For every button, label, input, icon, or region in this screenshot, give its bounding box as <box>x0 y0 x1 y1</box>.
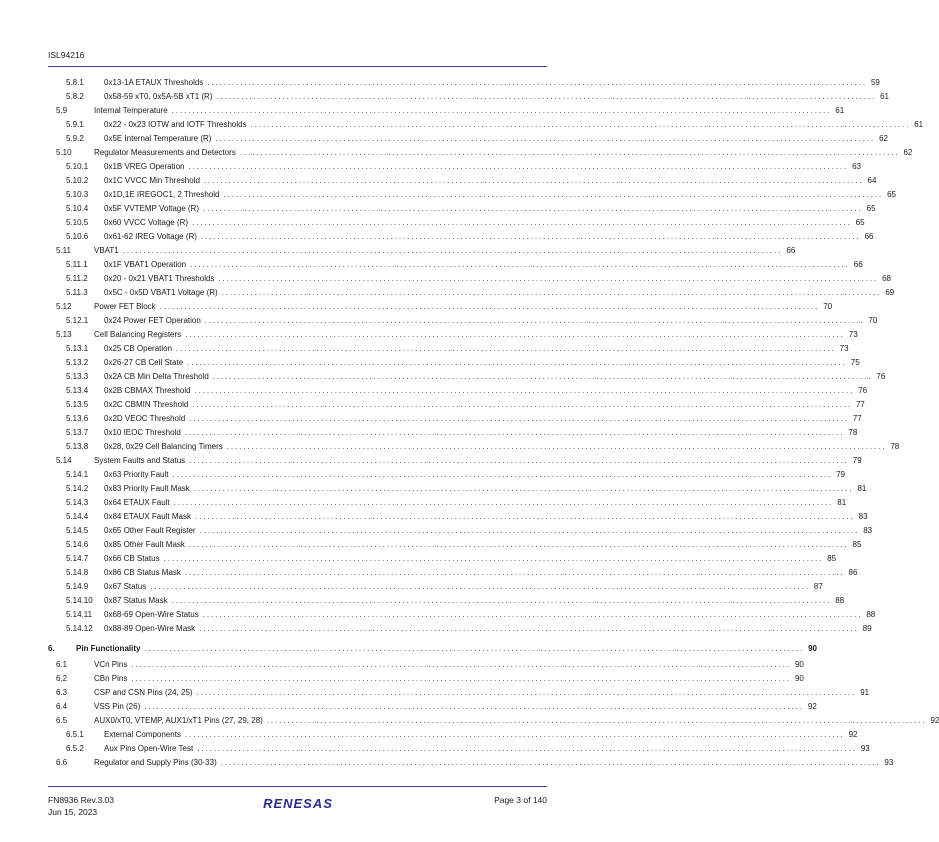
toc-entry-title: CBn Pins <box>94 674 128 683</box>
toc-leader-dots: ................................................................................................................................................................ <box>188 162 849 171</box>
toc-entry-title: 0x85 Other Fault Mask <box>104 540 185 549</box>
toc-entry[interactable] <box>48 342 849 356</box>
toc-entry-title: VBAT1 <box>94 246 119 255</box>
toc-entry[interactable] <box>48 594 845 608</box>
toc-entry-title: 0x25 CB Operation <box>104 344 173 353</box>
toc-entry-page: 87 <box>813 582 823 591</box>
toc-entry-number: 5.14.7 <box>66 554 89 563</box>
toc-entry-page: 65 <box>866 204 876 213</box>
toc-entry-title: 0x20 - 0x21 VBAT1 Thresholds <box>104 274 215 283</box>
toc-entry-page: 89 <box>862 624 872 633</box>
toc-entry-title: 0x28, 0x29 Cell Balancing Timers <box>104 442 223 451</box>
toc-entry-title: 0x83 Priority Fault Mask <box>104 484 190 493</box>
toc-entry-title: 0x1B VREG Operation <box>104 162 185 171</box>
toc-entry-title: VSS Pin (26) <box>94 702 141 711</box>
toc-entry[interactable] <box>48 622 872 636</box>
table-of-contents <box>48 76 939 770</box>
toc-leader-dots: ................................................................................................................................................................ <box>197 744 857 753</box>
toc-entry[interactable] <box>48 90 890 104</box>
toc-entry-page: 79 <box>836 470 845 479</box>
toc-entry-title: 0x63 Priority Fault <box>104 470 169 479</box>
toc-entry[interactable] <box>48 370 886 384</box>
toc-entry-page: 66 <box>864 232 874 241</box>
toc-entry-number: 5.10.4 <box>66 204 89 213</box>
toc-entry-number: 5.10.3 <box>66 190 89 199</box>
toc-entry[interactable] <box>48 728 858 742</box>
toc-leader-dots: ................................................................................................................................................................ <box>187 358 847 367</box>
toc-entry[interactable] <box>48 552 837 566</box>
toc-entry-page: 91 <box>860 688 870 697</box>
toc-entry[interactable] <box>48 104 845 118</box>
toc-leader-dots: ................................................................................................................................................................ <box>216 92 877 101</box>
toc-entry[interactable] <box>48 566 858 580</box>
footer-rule <box>48 786 547 787</box>
toc-leader-dots: ................................................................................................................................................................ <box>190 260 850 269</box>
footer-page-number: Page 3 of 140 <box>494 795 547 805</box>
toc-leader-dots: ................................................................................................................................................................ <box>131 674 791 683</box>
toc-leader-dots: ................................................................................................................................................................ <box>221 288 882 297</box>
toc-entry-number: 5.14.8 <box>66 568 89 577</box>
toc-entry-number: 5.13.3 <box>66 372 89 381</box>
toc-entry-page: 86 <box>848 568 858 577</box>
toc-entry[interactable] <box>48 482 867 496</box>
toc-leader-dots: ................................................................................................................................................................ <box>131 660 791 669</box>
toc-entry[interactable] <box>48 230 874 244</box>
toc-entry-page: 61 <box>880 92 890 101</box>
toc-entry-number: 5.14.2 <box>66 484 89 493</box>
toc-entry-title: 0x68-69 Open-Wire Status <box>104 610 199 619</box>
toc-entry[interactable] <box>48 608 876 622</box>
toc-leader-dots: ................................................................................................................................................................ <box>184 568 845 577</box>
toc-entry-number: 6.5.1 <box>66 730 84 739</box>
toc-entry-page: 76 <box>858 386 868 395</box>
toc-entry-number: 5.10.5 <box>66 218 89 227</box>
toc-entry[interactable] <box>48 454 862 468</box>
toc-entry-page: 76 <box>876 372 886 381</box>
toc-entry-number: 5.14.3 <box>66 498 89 507</box>
toc-leader-dots: ................................................................................................................................................................ <box>223 190 884 199</box>
toc-entry-title: Internal Temperature <box>94 106 168 115</box>
toc-entry-number: 5.11 <box>56 246 71 255</box>
toc-entry-number: 5.14.5 <box>66 526 89 535</box>
toc-entry-page: 81 <box>857 484 867 493</box>
toc-leader-dots: ................................................................................................................................................................ <box>220 758 881 767</box>
toc-entry-page: 59 <box>870 78 880 87</box>
toc-leader-dots: ................................................................................................................................................................ <box>200 232 861 241</box>
toc-entry[interactable] <box>48 496 847 510</box>
toc-entry-title: 0x65 Other Fault Register <box>104 526 196 535</box>
toc-entry[interactable] <box>48 510 868 524</box>
toc-leader-dots: ................................................................................................................................................................ <box>194 386 855 395</box>
toc-entry[interactable] <box>48 384 868 398</box>
toc-entry-page: 83 <box>858 512 868 521</box>
toc-leader-dots: ................................................................................................................................................................ <box>150 582 810 591</box>
doc-number: FN8936 Rev.3.03 <box>48 795 114 805</box>
toc-entry[interactable] <box>48 426 858 440</box>
toc-entry-page: 65 <box>855 218 865 227</box>
toc-entry-number: 5.11.2 <box>66 274 88 283</box>
toc-entry[interactable] <box>48 216 865 230</box>
toc-leader-dots: ................................................................................................................................................................ <box>196 688 857 697</box>
toc-entry-title: 0x24 Power FET Operation <box>104 316 201 325</box>
toc-entry[interactable] <box>48 286 895 300</box>
toc-entry-page: 83 <box>863 526 873 535</box>
toc-entry[interactable] <box>48 468 845 482</box>
toc-entry-title: 0x1D,1E IREGOC1, 2 Threshold <box>104 190 220 199</box>
toc-entry-page: 92 <box>807 702 817 711</box>
toc-entry-page: 85 <box>827 554 837 563</box>
toc-entry[interactable] <box>48 188 896 202</box>
toc-entry[interactable] <box>48 742 870 756</box>
toc-entry-page: 73 <box>848 330 858 339</box>
toc-entry[interactable] <box>48 356 860 370</box>
toc-entry-title: 0x13-1A ETAUX Thresholds <box>104 78 204 87</box>
toc-entry-number: 5.13.7 <box>66 428 89 437</box>
toc-entry-page: 77 <box>855 400 865 409</box>
toc-entry-title: 0x58-59 xT0, 0x5A-5B xT1 (R) <box>104 92 213 101</box>
toc-entry-page: 90 <box>794 674 804 683</box>
toc-entry-title: 0x60 VVCC Voltage (R) <box>104 218 189 227</box>
toc-entry[interactable] <box>48 700 817 714</box>
toc-leader-dots: ................................................................................................................................................................ <box>202 610 863 619</box>
toc-entry[interactable] <box>48 756 894 770</box>
toc-entry-number: 5.13.2 <box>66 358 89 367</box>
footer-left <box>48 794 114 818</box>
toc-entry-page: 64 <box>867 176 877 185</box>
toc-entry[interactable] <box>48 686 870 700</box>
toc-entry-number: 5.9 <box>56 106 68 115</box>
document-id-header: ISL94216 <box>48 50 85 60</box>
toc-entry-title: VCn Pins <box>94 660 128 669</box>
toc-leader-dots: ................................................................................................................................................................ <box>122 246 783 255</box>
toc-entry-number: 5.13.8 <box>66 442 89 451</box>
toc-entry-page: 61 <box>835 106 845 115</box>
toc-entry[interactable] <box>48 132 888 146</box>
toc-entry-title: Aux Pins Open-Wire Test <box>104 744 194 753</box>
toc-entry[interactable] <box>48 314 878 328</box>
toc-leader-dots: ................................................................................................................................................................ <box>195 512 855 521</box>
toc-entry-title: 0x87 Status Mask <box>104 596 168 605</box>
toc-leader-dots: ................................................................................................................................................................ <box>226 442 887 451</box>
toc-leader-dots: ................................................................................................................................................................ <box>218 274 879 283</box>
toc-leader-dots: ................................................................................................................................................................ <box>173 498 834 507</box>
toc-entry[interactable] <box>48 714 939 728</box>
toc-entry-number: 5.14.4 <box>66 512 89 521</box>
toc-entry-page: 61 <box>914 120 924 129</box>
toc-entry-number: 6.6 <box>56 758 68 767</box>
toc-entry-number: 5.13.4 <box>66 386 89 395</box>
toc-entry-number: 6.4 <box>56 702 68 711</box>
toc-entry[interactable] <box>48 440 900 454</box>
toc-entry-page: 93 <box>884 758 894 767</box>
toc-entry-title: CSP and CSN Pins (24, 25) <box>94 688 193 697</box>
toc-entry[interactable] <box>48 642 817 656</box>
toc-entry[interactable] <box>48 398 865 412</box>
toc-entry-title: 0x5F VVTEMP Voltage (R) <box>104 204 199 213</box>
toc-leader-dots: ................................................................................................................................................................ <box>171 106 832 115</box>
toc-leader-dots: ................................................................................................................................................................ <box>184 730 845 739</box>
toc-entry-title: System Faults and Status <box>94 456 186 465</box>
toc-entry-page: 62 <box>903 148 913 157</box>
toc-entry-number: 5.12.1 <box>66 316 89 325</box>
toc-leader-dots: ................................................................................................................................................................ <box>176 344 836 353</box>
toc-entry[interactable] <box>48 538 862 552</box>
toc-entry-page: 93 <box>860 744 870 753</box>
toc-entry-title: 0x1F VBAT1 Operation <box>104 260 187 269</box>
toc-entry[interactable] <box>48 412 862 426</box>
toc-entry-page: 70 <box>823 302 833 311</box>
toc-entry-page: 92 <box>848 730 858 739</box>
toc-entry-number: 5.11.1 <box>66 260 88 269</box>
toc-entry-page: 63 <box>852 162 862 171</box>
toc-entry-page: 90 <box>794 660 804 669</box>
header-rule <box>48 66 547 67</box>
toc-entry-page: 92 <box>930 716 939 725</box>
toc-entry-number: 5.10.1 <box>66 162 89 171</box>
toc-entry-title: Power FET Block <box>94 302 156 311</box>
toc-leader-dots: ................................................................................................................................................................ <box>204 316 865 325</box>
toc-entry-title: 0x66 CB Status <box>104 554 160 563</box>
toc-entry-number: 6.1 <box>56 660 68 669</box>
toc-entry-number: 5.13 <box>56 330 72 339</box>
toc-entry-number: 6.3 <box>56 688 68 697</box>
toc-entry-page: 88 <box>835 596 845 605</box>
toc-entry-title: 0x5C - 0x5D VBAT1 Voltage (R) <box>104 288 218 297</box>
toc-entry-page: 78 <box>890 442 900 451</box>
toc-entry-number: 5.8.1 <box>66 78 84 87</box>
toc-leader-dots: ................................................................................................................................................................ <box>192 218 852 227</box>
toc-entry-title: 0x26-27 CB Cell State <box>104 358 184 367</box>
toc-leader-dots: ................................................................................................................................................................ <box>172 470 833 479</box>
toc-entry[interactable] <box>48 118 924 132</box>
toc-entry-title: Regulator Measurements and Detectors <box>94 148 236 157</box>
toc-entry-page: 62 <box>879 134 888 143</box>
toc-entry-number: 5.13.5 <box>66 400 89 409</box>
toc-entry-page: 66 <box>853 260 863 269</box>
toc-leader-dots: ................................................................................................................................................................ <box>144 702 804 711</box>
toc-entry-page: 75 <box>850 358 860 367</box>
toc-entry-number: 5.14.1 <box>66 470 89 479</box>
renesas-logo-text: RENESAS <box>263 796 333 811</box>
toc-entry[interactable] <box>48 300 833 314</box>
toc-entry-title: Regulator and Supply Pins (30-33) <box>94 758 217 767</box>
toc-entry-number: 5.10.6 <box>66 232 89 241</box>
toc-entry-number: 5.14.9 <box>66 582 89 591</box>
toc-entry-title: 0x86 CB Status Mask <box>104 568 181 577</box>
toc-entry-page: 81 <box>837 498 847 507</box>
toc-entry-page: 73 <box>839 344 849 353</box>
toc-entry-number: 5.11.3 <box>66 288 88 297</box>
toc-entry[interactable] <box>48 258 863 272</box>
toc-entry-title: 0x1C VVCC Min Threshold <box>104 176 200 185</box>
toc-leader-dots: ................................................................................................................................................................ <box>171 596 832 605</box>
toc-entry-number: 5.8.2 <box>66 92 84 101</box>
toc-entry-title: 0x10 IEOC Threshold <box>104 428 181 437</box>
toc-leader-dots: ................................................................................................................................................................ <box>250 120 911 129</box>
toc-entry[interactable] <box>48 244 796 258</box>
toc-leader-dots: ................................................................................................................................................................ <box>212 372 873 381</box>
toc-entry-title: Cell Balancing Registers <box>94 330 182 339</box>
toc-entry-number: 5.12 <box>56 302 72 311</box>
toc-entry-page: 79 <box>852 456 862 465</box>
toc-entry-page: 77 <box>852 414 862 423</box>
toc-entry[interactable] <box>48 272 891 286</box>
toc-leader-dots: ................................................................................................................................................................ <box>192 400 852 409</box>
toc-leader-dots: ................................................................................................................................................................ <box>144 644 805 653</box>
toc-entry[interactable] <box>48 524 873 538</box>
toc-leader-dots: ................................................................................................................................................................ <box>199 624 859 633</box>
renesas-logo <box>254 796 342 810</box>
toc-entry-number: 5.10.2 <box>66 176 89 185</box>
toc-entry-title: 0x84 ETAUX Fault Mask <box>104 512 191 521</box>
toc-leader-dots: ................................................................................................................................................................ <box>184 428 845 437</box>
toc-entry-title: External Components <box>104 730 181 739</box>
toc-entry-title: 0x64 ETAUX Fault <box>104 498 170 507</box>
toc-leader-dots: ................................................................................................................................................................ <box>193 484 854 493</box>
toc-leader-dots: ................................................................................................................................................................ <box>185 330 845 339</box>
toc-entry-title: 0x2A CB Min Delta Threshold <box>104 372 209 381</box>
toc-entry-title: 0x2D VEOC Threshold <box>104 414 186 423</box>
toc-entry-title: 0x22 - 0x23 IOTW and IOTF Thresholds <box>104 120 247 129</box>
toc-entry-number: 5.14.10 <box>66 596 93 605</box>
toc-entry-page: 69 <box>885 288 895 297</box>
toc-entry[interactable] <box>48 160 862 174</box>
toc-entry-number: 5.14.11 <box>66 610 93 619</box>
toc-entry-title: 0x5E Internal Temperature (R) <box>104 134 212 143</box>
toc-entry-page: 78 <box>848 428 858 437</box>
toc-entry-title: 0x88-89 Open-Wire Mask <box>104 624 196 633</box>
toc-entry-number: 6.5 <box>56 716 68 725</box>
doc-date: Jun 15, 2023 <box>48 807 98 817</box>
toc-entry[interactable] <box>48 580 823 594</box>
toc-entry-page: 90 <box>808 644 817 653</box>
toc-leader-dots: ................................................................................................................................................................ <box>239 148 900 157</box>
toc-entry[interactable] <box>48 146 913 160</box>
toc-leader-dots: ................................................................................................................................................................ <box>203 176 864 185</box>
toc-entry-title: Pin Functionality <box>76 644 141 653</box>
toc-leader-dots: ................................................................................................................................................................ <box>159 302 820 311</box>
toc-leader-dots: ................................................................................................................................................................ <box>189 456 849 465</box>
toc-leader-dots: ................................................................................................................................................................ <box>163 554 824 563</box>
toc-entry-page: 65 <box>887 190 896 199</box>
toc-leader-dots: ................................................................................................................................................................ <box>189 414 849 423</box>
toc-entry-number: 5.9.1 <box>66 120 84 129</box>
toc-entry-page: 68 <box>882 274 891 283</box>
toc-entry-number: 6. <box>48 644 55 653</box>
toc-entry[interactable] <box>48 174 877 188</box>
toc-entry-title: AUX0/xT0, VTEMP, AUX1/xT1 Pins (27, 29, 28) <box>94 716 263 725</box>
toc-entry-title: 0x2C CBMIN Threshold <box>104 400 189 409</box>
toc-entry-title: 0x61-62 IREG Voltage (R) <box>104 232 197 241</box>
toc-entry-page: 70 <box>868 316 878 325</box>
toc-entry[interactable] <box>48 672 804 686</box>
toc-leader-dots: ................................................................................................................................................................ <box>266 716 927 725</box>
toc-entry-number: 6.2 <box>56 674 68 683</box>
toc-entry[interactable] <box>48 328 858 342</box>
toc-entry-number: 6.5.2 <box>66 744 84 753</box>
toc-entry[interactable] <box>48 658 804 672</box>
toc-leader-dots: ................................................................................................................................................................ <box>203 204 863 213</box>
toc-entry-title: 0x67 Status <box>104 582 147 591</box>
toc-entry-title: 0x2B CBMAX Threshold <box>104 386 191 395</box>
toc-leader-dots: ................................................................................................................................................................ <box>207 78 867 87</box>
toc-entry-number: 5.13.6 <box>66 414 89 423</box>
toc-entry-number: 5.9.2 <box>66 134 84 143</box>
toc-entry-number: 5.10 <box>56 148 72 157</box>
toc-leader-dots: ................................................................................................................................................................ <box>199 526 860 535</box>
toc-leader-dots: ................................................................................................................................................................ <box>188 540 849 549</box>
toc-entry-page: 88 <box>866 610 876 619</box>
toc-entry-number: 5.13.1 <box>66 344 89 353</box>
toc-entry-number: 5.14.12 <box>66 624 93 633</box>
toc-entry-page: 85 <box>852 540 862 549</box>
toc-entry[interactable] <box>48 202 876 216</box>
toc-entry-number: 5.14 <box>56 456 72 465</box>
toc-entry-page: 66 <box>786 246 796 255</box>
toc-entry-number: 5.14.6 <box>66 540 89 549</box>
toc-entry[interactable] <box>48 76 880 90</box>
toc-leader-dots: ................................................................................................................................................................ <box>215 134 876 143</box>
